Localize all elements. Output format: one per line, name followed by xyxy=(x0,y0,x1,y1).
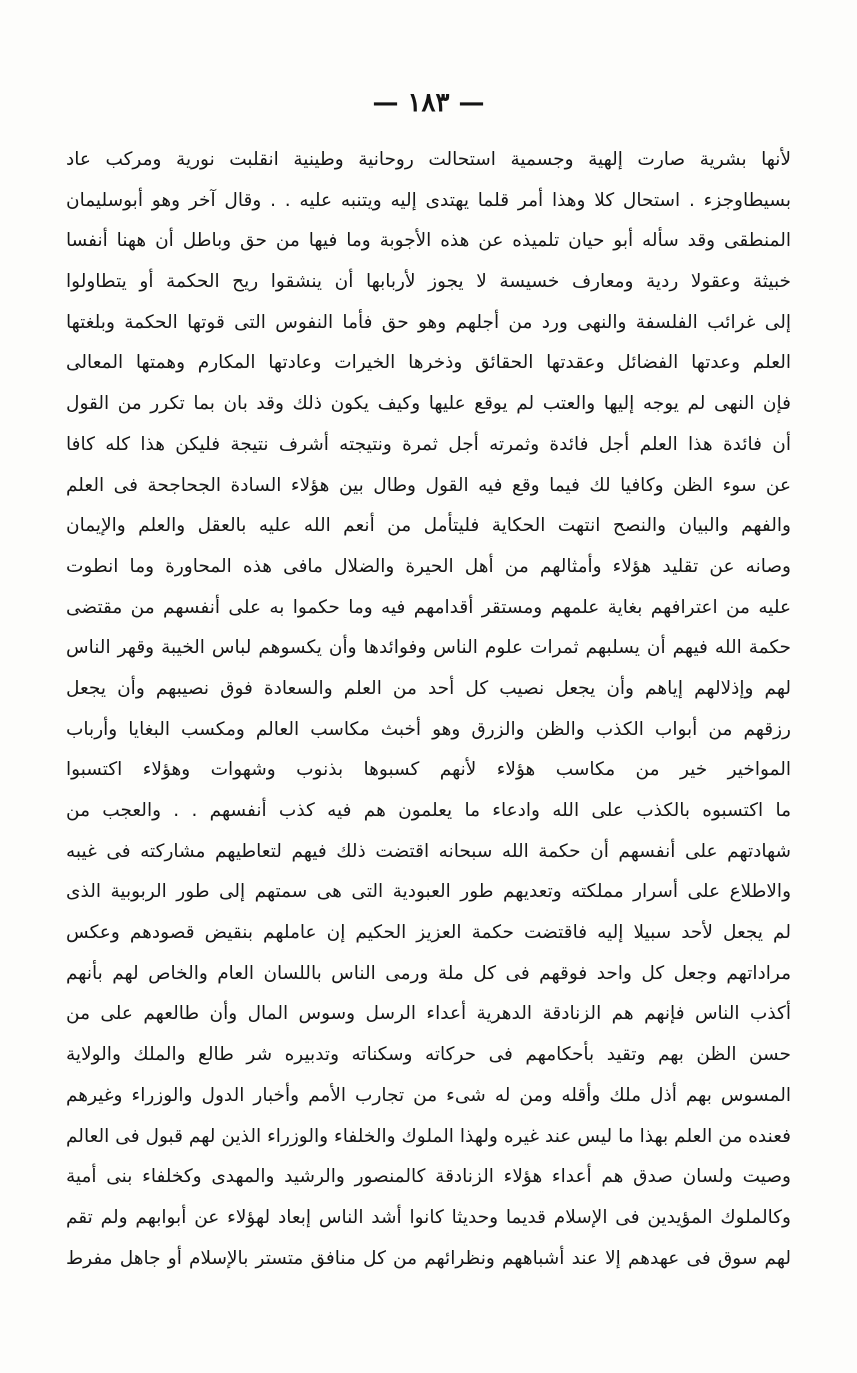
text-line: ما اكتسبوه بالكذب على الله وادعاء ما يعلمون هم فيه كذب أنفسهم . . والعجب من xyxy=(66,800,791,821)
text-line: حكمة الله فيهم أن يسلبهم ثمرات علوم الناس وفوائدها وأن يكسوهم لباس الخيبة وقهر الناس xyxy=(66,637,791,659)
text-line: لأنها بشرية صارت إلهية وجسمية استحالت روحانية وطينية انقلبت نورية ومركب عاد xyxy=(66,149,791,170)
text-line: بسيطاوجزء . استحال كلا وهذا أمر قلما يهتدى إليه ويتنبه عليه . . وقال آخر وهو أبوسليمان xyxy=(66,189,791,211)
text-line: شهادتهم على أنفسهم أن حكمة الله سبحانه اقتضت ذلك فيهم لتعاطيهم مشاركته فى غيبه xyxy=(66,840,791,862)
text-line: أن فائدة هذا العلم أجل فائدة وثمرته أجل ثمرة ونتيجته أشرف نتيجة فليكن هذا كله كافا xyxy=(66,433,791,455)
text-line: عن سوء الظن وكافيا لك فيما وقع فيه القول وطال بين هؤلاء السادة الجحاجحة فى العلم xyxy=(66,474,791,496)
text-line: وصيت ولسان صدق هم أعداء هؤلاء الزنادقة كالمنصور والرشيد والمهدى وكخلفاء بنى أمية xyxy=(66,1166,791,1188)
text-line: خبيثة وعقولا ردية ومعارف خسيسة لا يجوز لأربابها أن ينشقوا ريح الحكمة أو يتطاولوا xyxy=(66,271,791,293)
text-line: مراداتهم وجعل كل واحد فوقهم فى كل ملة ورمى الناس باللسان العام والخاص لهم بأنهم xyxy=(66,962,791,984)
text-line: فعنده من العلم بهذا ما ليس عند غيره ولهذا الملوك والخلفاء والوزراء الذين لهم قبول فى العالم xyxy=(66,1125,791,1147)
text-line: المنطقى وقد سأله أبو حيان تلميذه عن هذه الأجوبة وما فيها من حق وباطل أن ههنا أنفسا xyxy=(66,230,791,252)
text-line: حسن الظن بهم وتقيد بأحكامهم فى حركاته وسكناته وتدبيره شر طالع والملك والولاية xyxy=(66,1044,791,1066)
text-line: والفهم والبيان والنصح انتهت الحكاية فليتأمل من أنعم الله عليه بالعقل والعلم والإيمان xyxy=(66,515,791,537)
text-line: لم يجعل لأحد سبيلا إليه فاقتضت حكمة العزيز الحكيم إن عاملهم بنقيض قصودهم وعكس xyxy=(66,922,791,944)
text-line: وكالملوك المؤيدين فى الإسلام قديما وحديثا كانوا أشد الناس إبعاد لهؤلاء عن أبوابهم ولم تقم xyxy=(66,1206,791,1228)
text-line: العلم وعدتها الفضائل وعقدتها الحقائق وذخرها الخيرات وعادتها المكارم وهمتها المعالى xyxy=(66,352,791,374)
text-line: أكذب الناس فإنهم هم الزنادقة الدهرية أعداء الرسل وسوس المال وأن طالعهم على من xyxy=(66,1003,791,1025)
text-line: وصانه عن تقليد هؤلاء وأمثالهم من أهل الحيرة والضلال مافى هذه المحاورة وما انطوت xyxy=(66,555,791,577)
text-line: لهم وإذلالهم إياهم وأن يجعل نصيب كل أحد من العلم والسعادة فوق نصيبهم وأن يجعل xyxy=(66,677,791,699)
text-line: فإن النهى لم يوجه إليها والعتب لم يوقع عليها وكيف يكون ذلك وقد بان بما تكرر من القول xyxy=(66,393,791,415)
text-line: والاطلاع على أسرار مملكته وتعديهم طور العبودية التى هى سمتهم إلى طور الربوبية الذى xyxy=(66,881,791,903)
text-line: لهم سوق فى عهدهم إلا عند أشباههم ونظرائهم من كل منافق متستر بالإسلام أو جاهل مفرط xyxy=(66,1247,791,1269)
text-line: رزقهم من أبواب الكذب والظن والزرق وهو أخبث مكاسب العالم ومكسب البغايا وأرباب xyxy=(66,718,791,740)
text-line: إلى غرائب الفلسفة والنهى ورد من أجلهم وهو حق فأما النفوس التى قوتها الحكمة وبلغتها xyxy=(66,311,791,333)
body-text xyxy=(66,140,791,1279)
text-line: المسوس بهم أذل ملك وأقله ومن له شىء من تجارب الأمم وأخبار الدول والوزراء وغيرهم xyxy=(66,1084,791,1106)
text-line: عليه من اعترافهم بغاية علمهم ومستقر أقدامهم فيه وما حكموا به على أنفسهم من مقتضى xyxy=(66,596,791,618)
text-line: المواخير خير من مكاسب هؤلاء لأنهم كسبوها بذنوب وشهوات وهؤلاء اكتسبوا xyxy=(66,759,791,781)
page-number: — ١٨٣ — xyxy=(372,88,485,118)
